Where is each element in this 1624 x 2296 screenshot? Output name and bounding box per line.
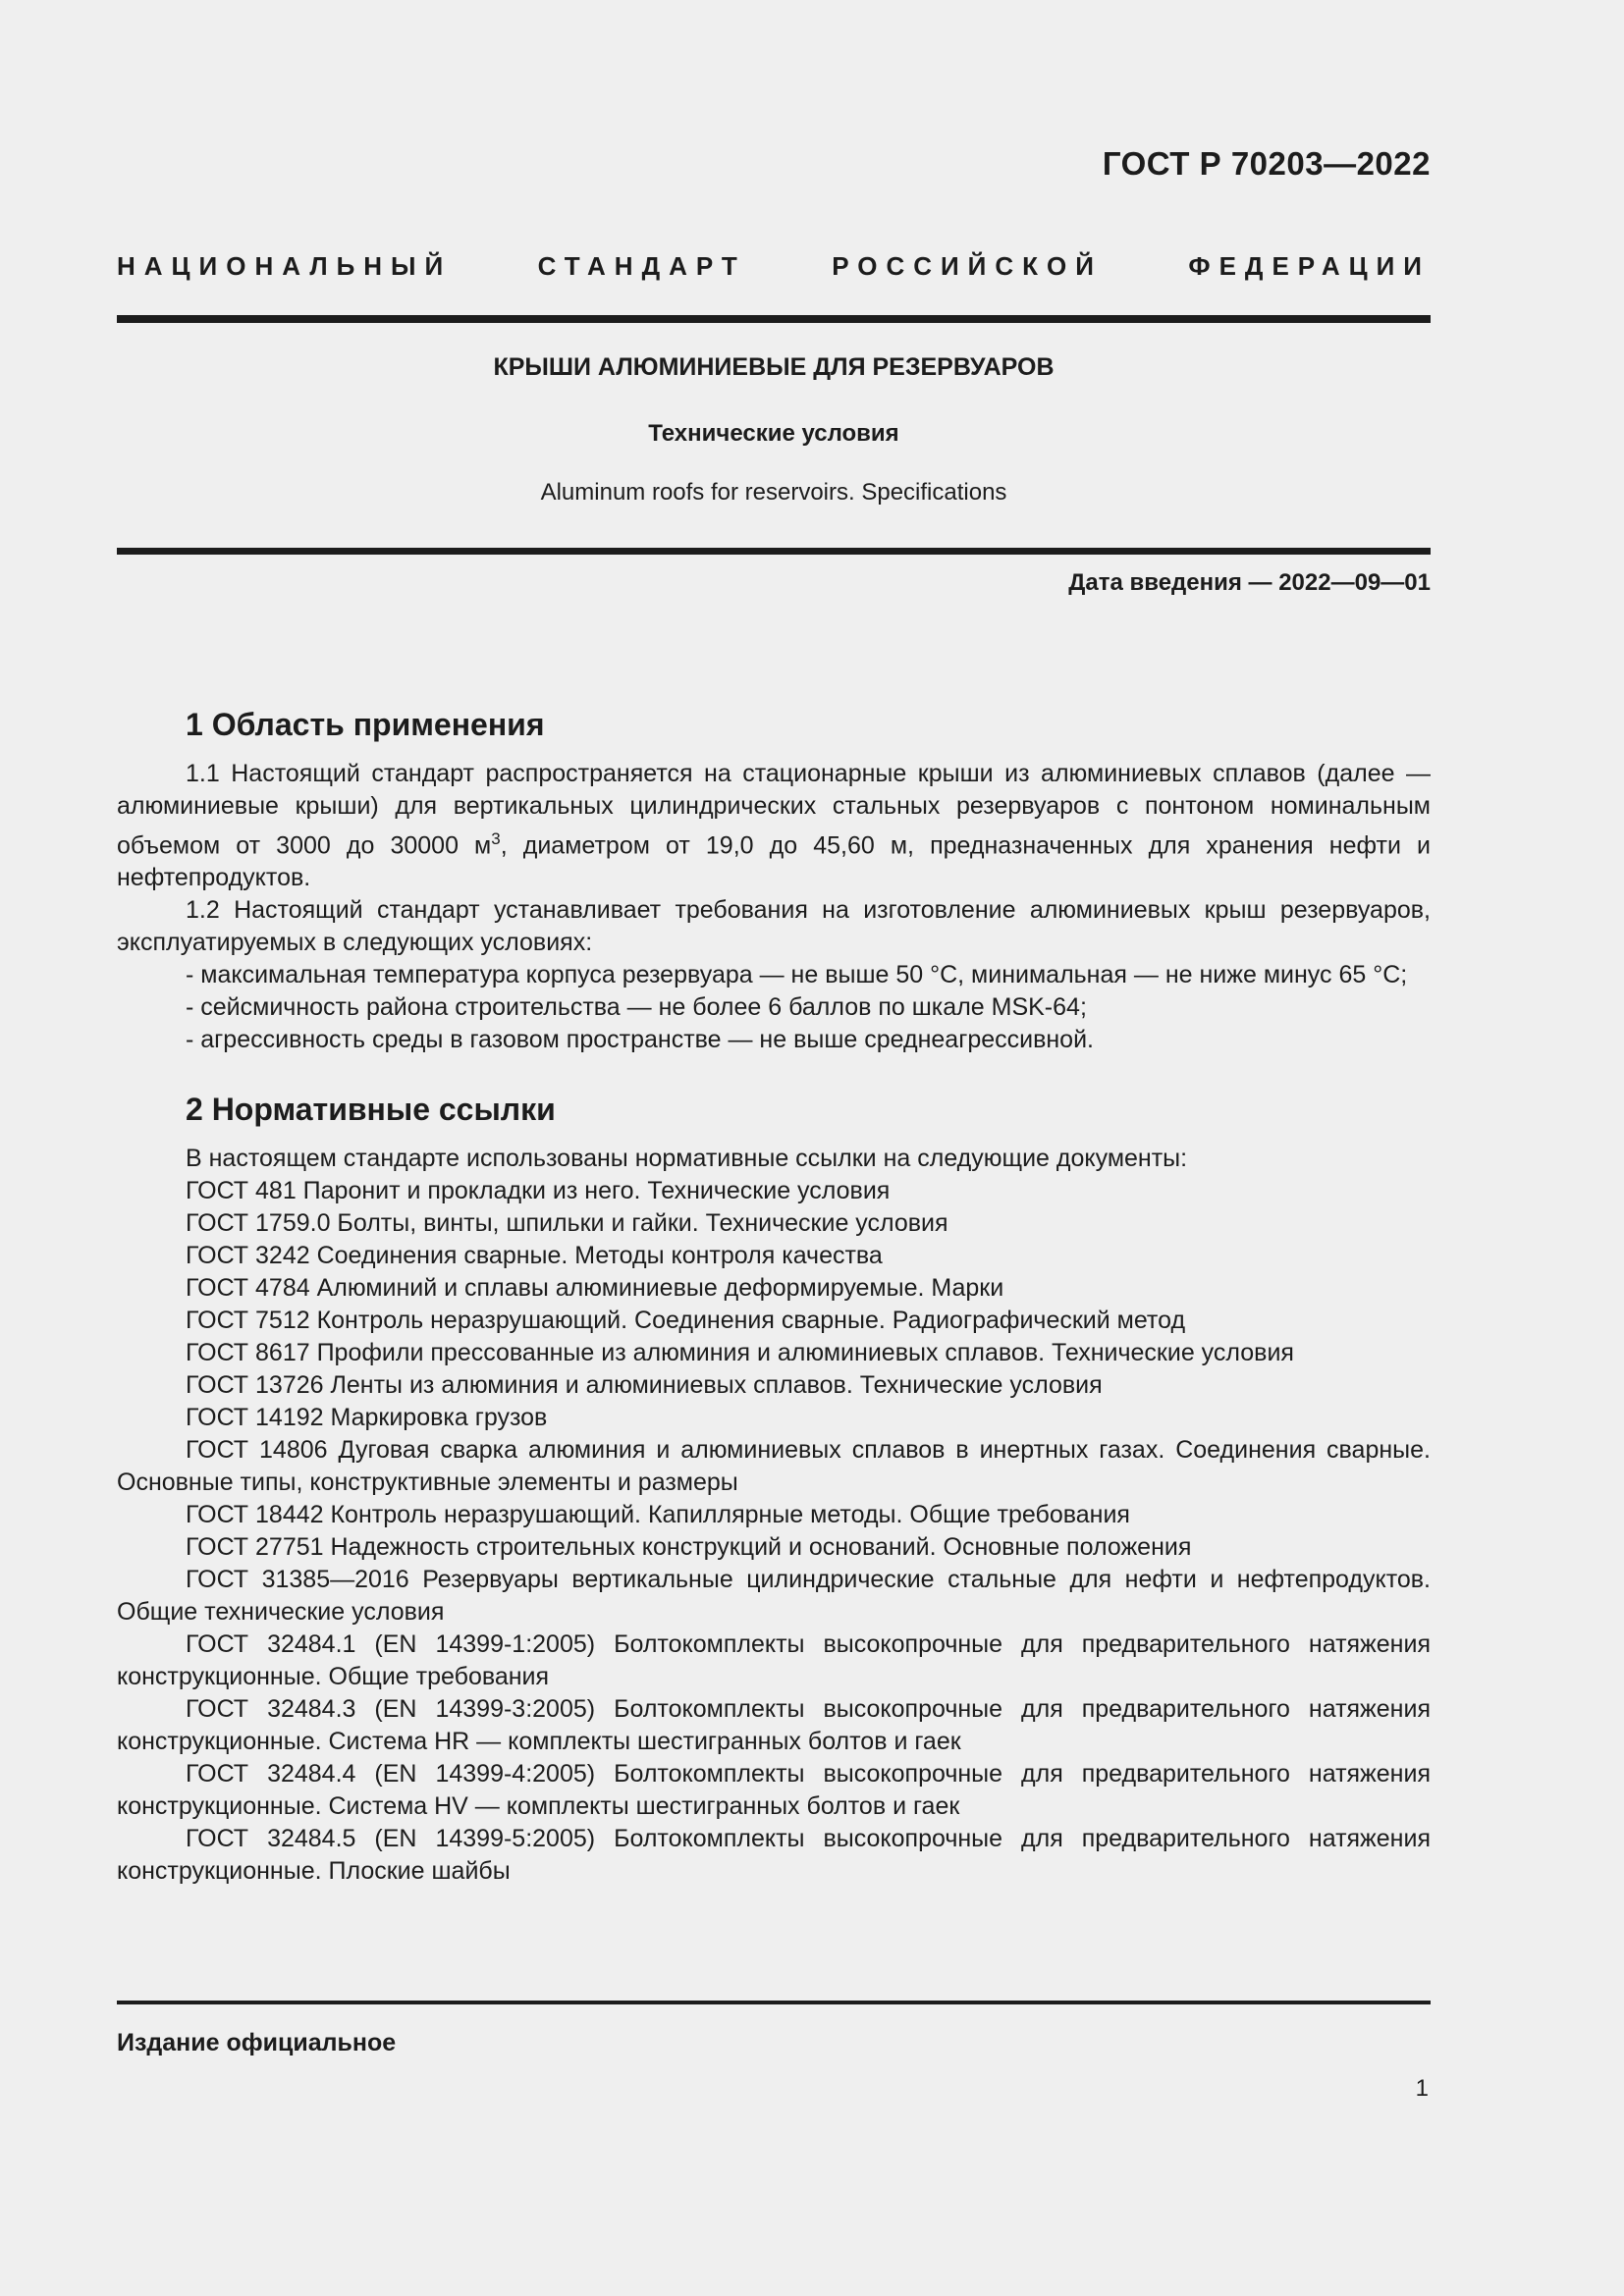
reference-item: ГОСТ 32484.4 (EN 14399-4:2005) Болтокомплекты высокопрочные для предварительного натяжения конструкционные. Система HV — комплекты шестигранных болтов и гаек — [117, 1760, 1431, 1821]
section-2-heading: 2 Нормативные ссылки — [186, 1092, 556, 1128]
paragraph-1-1-text-end: , диаметром от 19,0 до 45,60 м, предназначенных для хранения нефти и нефтепродуктов. — [117, 831, 1431, 892]
document-body — [117, 705, 1431, 1888]
official-edition-label: Издание официальное — [117, 2029, 397, 2056]
top-rule — [117, 315, 1431, 323]
introduction-date: Дата введения — 2022—09—01 — [1068, 569, 1431, 596]
english-title: Aluminum roofs for reservoirs. Specifications — [540, 479, 1007, 506]
paragraph-1-1 — [117, 758, 1431, 894]
bullet-item: - максимальная температура корпуса резервуара — не выше 50 °С, минимальная — не ниже минус 65 °С; — [186, 961, 1408, 989]
reference-item: ГОСТ 14806 Дуговая сварка алюминия и алюминиевых сплавов в инертных газах. Соединения сварные. Основные типы, конструктивные элементы и размеры — [117, 1436, 1431, 1497]
reference-item: ГОСТ 13726 Ленты из алюминия и алюминиевых сплавов. Технические условия — [186, 1371, 1103, 1400]
reference-item: ГОСТ 8617 Профили прессованные из алюминия и алюминиевых сплавов. Технические условия — [186, 1339, 1294, 1367]
bullet-item: - агрессивность среды в газовом пространстве — не выше среднеагрессивной. — [186, 1026, 1094, 1054]
reference-item: ГОСТ 31385—2016 Резервуары вертикальные цилиндрические стальные для нефти и нефтепродуктов. Общие технические условия — [117, 1566, 1431, 1627]
section-1-heading: 1 Область применения — [186, 707, 545, 742]
reference-item: ГОСТ 14192 Маркировка грузов — [186, 1404, 548, 1432]
reference-item: ГОСТ 1759.0 Болты, винты, шпильки и гайки. Технические условия — [186, 1209, 948, 1238]
reference-item: ГОСТ 7512 Контроль неразрушающий. Соединения сварные. Радиографический метод — [186, 1307, 1186, 1335]
reference-item: ГОСТ 32484.3 (EN 14399-3:2005) Болтокомплекты высокопрочные для предварительного натяжения конструкционные. Система HR — комплекты шестигранных болтов и гаек — [117, 1695, 1431, 1756]
reference-item: ГОСТ 32484.5 (EN 14399-5:2005) Болтокомплекты высокопрочные для предварительного натяжения конструкционные. Плоские шайбы — [117, 1825, 1431, 1886]
reference-item: ГОСТ 18442 Контроль неразрушающий. Капиллярные методы. Общие требования — [186, 1501, 1130, 1529]
title-rule — [117, 548, 1431, 555]
section-2-intro: В настоящем стандарте использованы нормативные ссылки на следующие документы: — [186, 1145, 1188, 1173]
reference-item: ГОСТ 481 Паронит и прокладки из него. Технические условия — [186, 1177, 891, 1205]
document-title: КРЫШИ АЛЮМИНИЕВЫЕ ДЛЯ РЕЗЕРВУАРОВ — [493, 353, 1055, 381]
reference-item: ГОСТ 32484.1 (EN 14399-1:2005) Болтокомплекты высокопрочные для предварительного натяжения конструкционные. Общие требования — [117, 1630, 1431, 1691]
document-code: ГОСТ Р 70203—2022 — [1102, 145, 1431, 182]
reference-item: ГОСТ 4784 Алюминий и сплавы алюминиевые деформируемые. Марки — [186, 1274, 1004, 1303]
page-number: 1 — [1415, 2075, 1429, 2102]
document-subtitle: Технические условия — [648, 420, 899, 447]
reference-item: ГОСТ 3242 Соединения сварные. Методы контроля качества — [186, 1242, 883, 1270]
reference-item: ГОСТ 27751 Надежность строительных конструкций и оснований. Основные положения — [186, 1533, 1192, 1562]
national-standard-banner: НАЦИОНАЛЬНЫЙ СТАНДАРТ РОССИЙСКОЙ ФЕДЕРАЦИИ — [117, 251, 1431, 281]
superscript: 3 — [491, 829, 501, 848]
paragraph-1-2: 1.2 Настоящий стандарт устанавливает требования на изготовление алюминиевых крыш резервуаров, эксплуатируемых в следующих условиях: — [117, 896, 1431, 957]
paragraph-1-1-text: 1.1 Настоящий стандарт распространяется на стационарные крыши из алюминиевых сплавов (далее — алюминиевые крыши) для вертикальных цилиндрических стальных резервуаров с понтоном номинальным объемом от 3000 до 30000 м — [117, 760, 1431, 860]
footer-rule — [117, 2001, 1431, 2004]
bullet-item: - сейсмичность района строительства — не более 6 баллов по шкале MSK-64; — [186, 993, 1087, 1022]
